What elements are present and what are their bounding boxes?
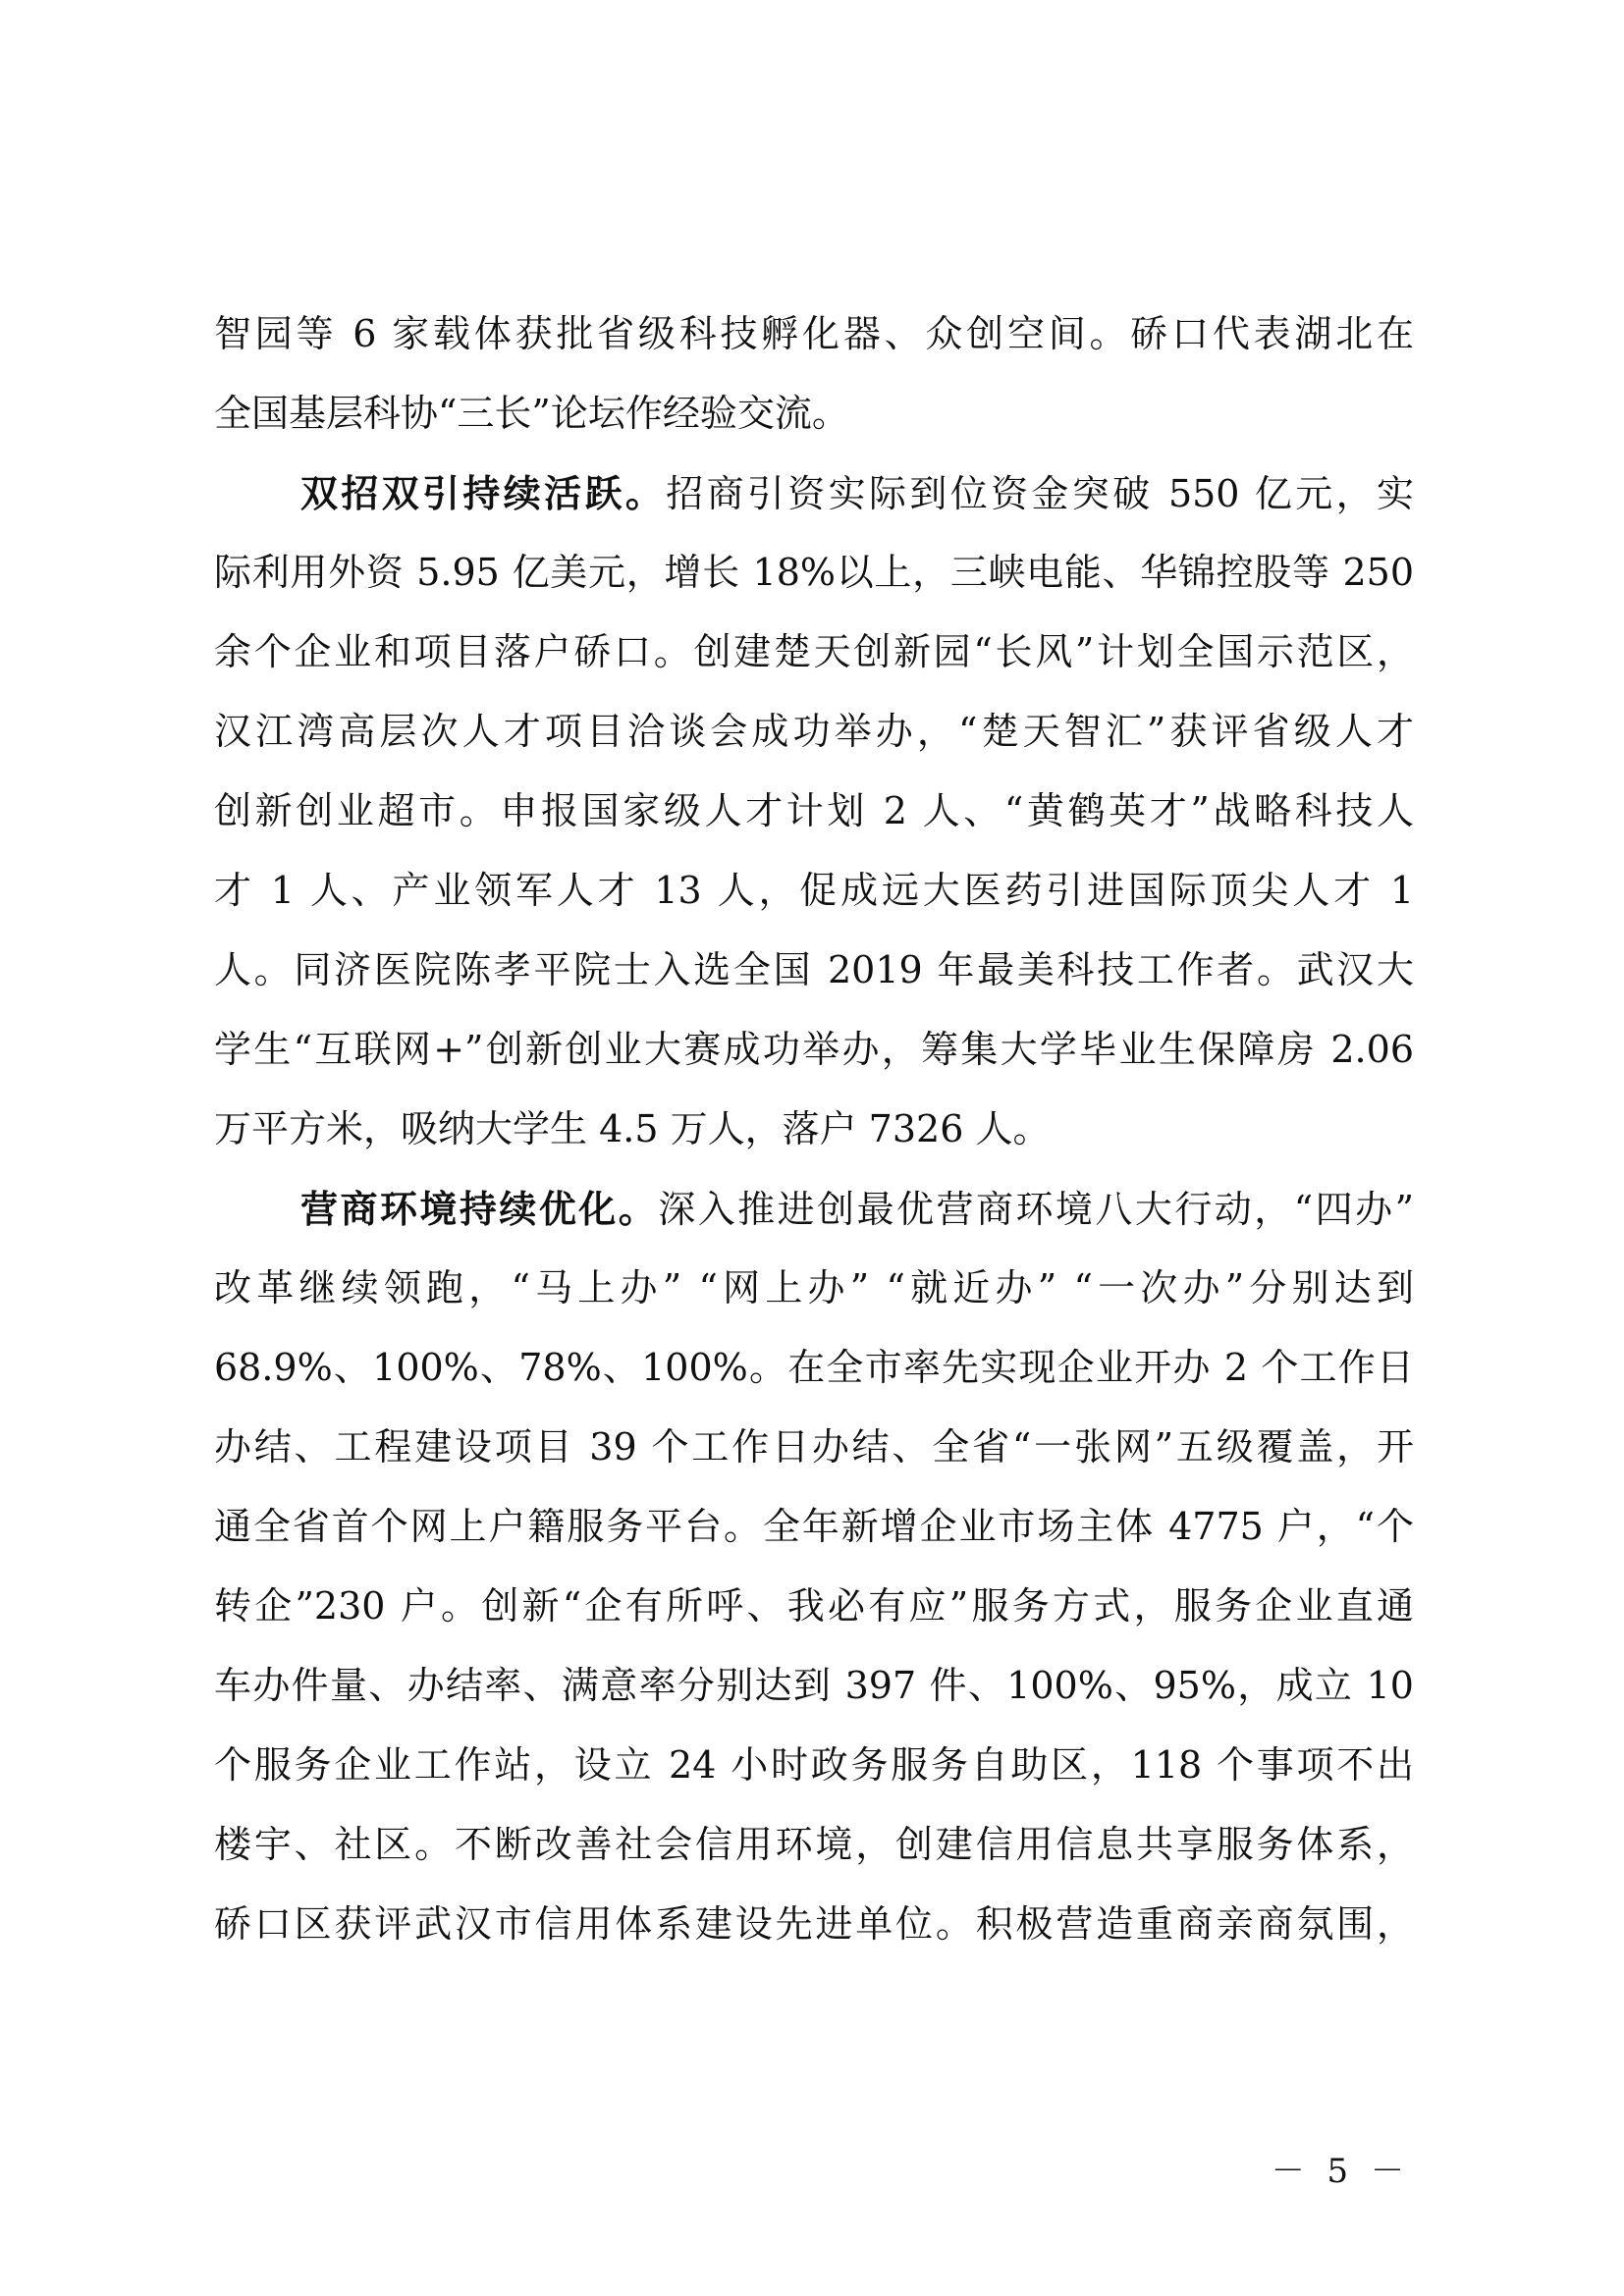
section-heading: 营商环境持续优化。	[300, 1187, 659, 1231]
page-number: － 5 －	[1271, 2152, 1410, 2191]
text-line: 学生“互联网+”创新创业大赛成功举办，筹集大学毕业生保障房 2.06	[214, 1028, 1414, 1071]
text-line: 68.9%、100%、78%、100%。在全市率先实现企业开办 2 个工作日	[214, 1346, 1414, 1389]
text-line: 全国基层科协“三长”论坛作经验交流。	[214, 392, 849, 435]
text-line: 智园等 6 家载体获批省级科技孵化器、众创空间。硚口代表湖北在	[214, 312, 1414, 355]
text-line: 办结、工程建设项目 39 个工作日办结、全省“一张网”五级覆盖，开	[214, 1425, 1414, 1468]
text-line: 楼宇、社区。不断改善社会信用环境，创建信用信息共享服务体系，	[214, 1823, 1414, 1866]
text-line: 汉江湾高层次人才项目洽谈会成功举办，“楚天智汇”获评省级人才	[214, 710, 1414, 753]
text-line: 人。同济医院陈孝平院士入选全国 2019 年最美科技工作者。武汉大	[214, 948, 1414, 991]
paragraph-text: 招商引资实际到位资金突破 550 亿元，实	[666, 472, 1414, 515]
text-line: 才 1 人、产业领军人才 13 人，促成远大医药引进国际顶尖人才 1	[214, 869, 1414, 912]
paragraph-text: 深入推进创最优营商环境八大行动，“四办”	[658, 1188, 1414, 1231]
text-line: 硚口区获评武汉市信用体系建设先进单位。积极营造重商亲商氛围，	[214, 1902, 1414, 1946]
text-line: 车办件量、办结率、满意率分别达到 397 件、100%、95%，成立 10	[214, 1664, 1414, 1707]
text-line: 转企”230 户。创新“企有所呼、我必有应”服务方式，服务企业直通	[214, 1584, 1414, 1628]
text-line: 改革继续领跑，“马上办” “网上办” “就近办” “一次办”分别达到	[214, 1266, 1414, 1309]
text-line: 通全省首个网上户籍服务平台。全年新增企业市场主体 4775 户，“个	[214, 1505, 1414, 1548]
text-line: 创新创业超市。申报国家级人才计划 2 人、“黄鹤英才”战略科技人	[214, 789, 1414, 832]
paragraph-first-line	[214, 1169, 1414, 1249]
text-line: 个服务企业工作站，设立 24 小时政务服务自助区，118 个事项不出	[214, 1743, 1414, 1787]
text-line: 际利用外资 5.95 亿美元，增长 18%以上，三峡电能、华锦控股等 250	[214, 551, 1414, 594]
text-line: 余个企业和项目落户硚口。创建楚天创新园“长风”计划全国示范区，	[214, 630, 1414, 673]
text-line: 万平方米，吸纳大学生 4.5 万人，落户 7326 人。	[214, 1107, 1051, 1150]
body-text	[214, 294, 1414, 1964]
paragraph-first-line	[214, 454, 1414, 533]
section-heading: 双招双引持续活跃。	[300, 471, 667, 515]
